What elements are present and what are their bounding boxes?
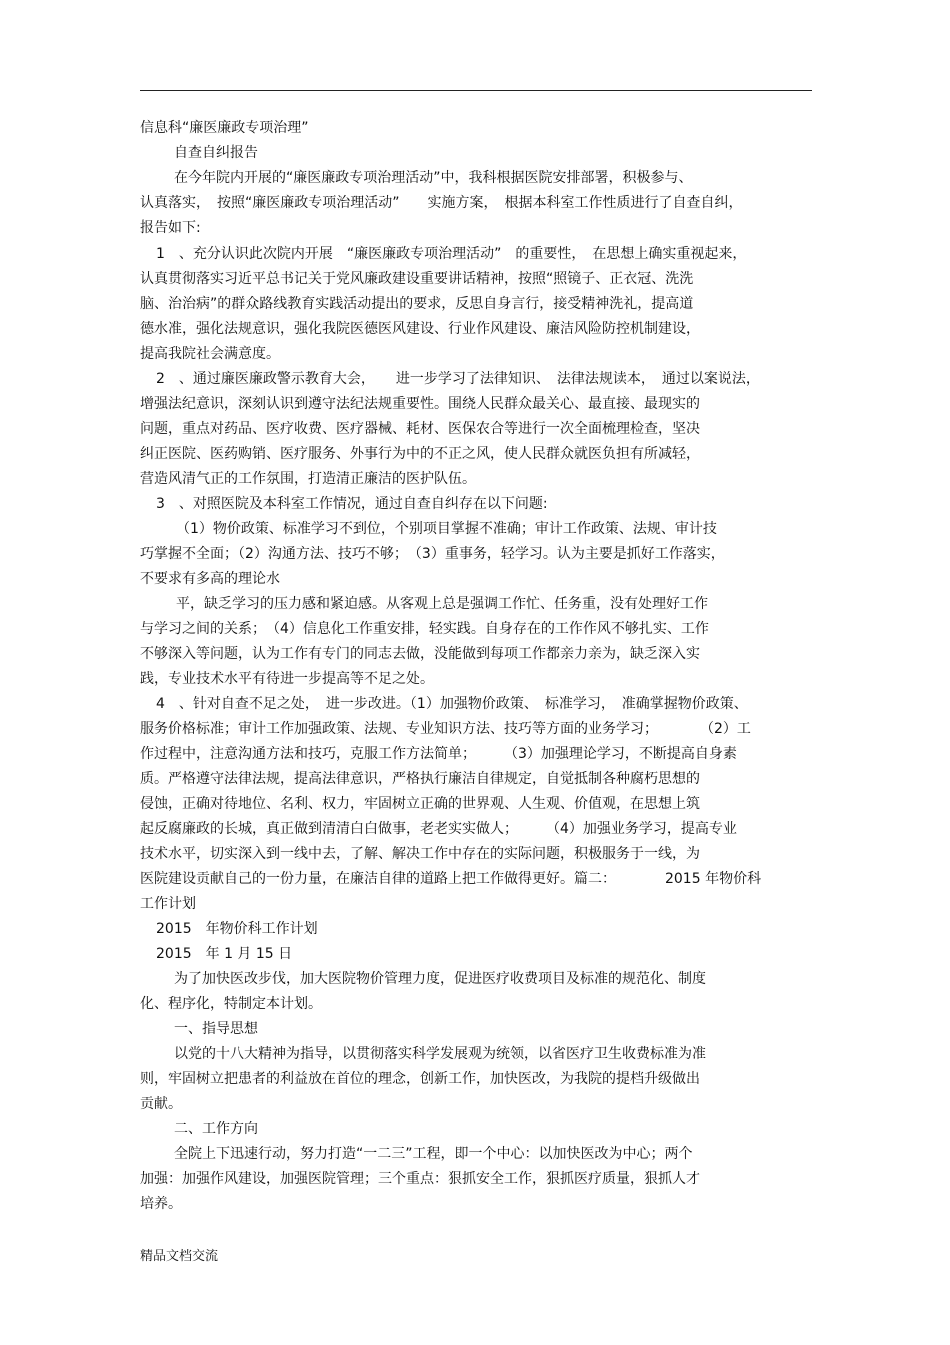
text-line: 认真贯彻落实习近平总书记关于党风廉政建设重要讲话精神，按照“照镜子、正衣冠、洗洗: [140, 271, 694, 287]
doc-subtitle: 自查自纠报告: [174, 145, 258, 161]
text-line: 为了加快医改步伐，加大医院物价管理力度，促进医疗收费项目及标准的规范化、制度: [174, 971, 706, 987]
text-line: 4 、针对自查不足之处， 进一步改进。（1）加强物价政策、 标准学习， 准确掌握物价政策、: [156, 696, 748, 712]
text-line: 起反腐廉政的长城，真正做到清清白白做事，老老实实做人； （4）加强业务学习，提高专业: [140, 821, 737, 837]
text-line: 以党的十八大精神为指导，以贯彻落实科学发展观为统领，以省医疗卫生收费标准为准: [174, 1046, 706, 1062]
page-footer: 精品文档交流: [140, 1249, 219, 1264]
text-line: 工作计划: [140, 896, 196, 912]
text-line: 培养。: [140, 1196, 182, 1212]
text-line: 3 、对照医院及本科室工作情况，通过自查自纠存在以下问题:: [156, 496, 548, 512]
text-line: 巧掌握不全面；（2）沟通方法、技巧不够； （3）重事务，轻学习。认为主要是抓好工作落实，: [140, 546, 725, 562]
section-heading: 2015 年物价科工作计划: [156, 921, 318, 937]
text-line: 营造风清气正的工作氛围，打造清正廉洁的医护队伍。: [140, 471, 476, 487]
section-heading: 二、工作方向: [174, 1121, 258, 1137]
text-line: 报告如下:: [140, 220, 201, 236]
text-line: 与学习之间的关系； （4）信息化工作重安排，轻实践。自身存在的工作作风不够扎实、工作: [140, 621, 709, 637]
text-line: 平，缺乏学习的压力感和紧迫感。从客观上总是强调工作忙、任务重，没有处理好工作: [176, 596, 708, 612]
text-line: 作过程中，注意沟通方法和技巧，克服工作方法简单； （3）加强理论学习，不断提高自身素: [140, 746, 737, 762]
text-line: 提高我院社会满意度。: [140, 346, 280, 362]
text-line: 贡献。: [140, 1096, 182, 1112]
text-line: 认真落实， 按照“廉医廉政专项治理活动” 实施方案， 根据本科室工作性质进行了自查自纠，: [140, 195, 743, 211]
text-line: 全院上下迅速行动，努力打造“一二三”工程，即一个中心：以加快医改为中心；两个: [174, 1146, 693, 1162]
text-line: 在今年院内开展的“廉医廉政专项治理活动”中，我科根据医院安排部署，积极参与、: [174, 170, 693, 186]
text-line: 问题，重点对药品、医疗收费、医疗器械、耗材、医保农合等进行一次全面梳理检查，坚决: [140, 421, 700, 437]
text-line: 脑、治治病”的群众路线教育实践活动提出的要求，反思自身言行，接受精神洗礼，提高道: [140, 296, 694, 312]
text-line: 加强：加强作风建设，加强医院管理；三个重点：狠抓安全工作，狠抓医疗质量，狠抓人才: [140, 1171, 700, 1187]
text-line: 纠正医院、医药购销、医疗服务、外事行为中的不正之风，使人民群众就医负担有所减轻，: [140, 446, 700, 462]
text-line: 服务价格标准；审计工作加强政策、法规、专业知识方法、技巧等方面的业务学习； （2）工: [140, 721, 751, 737]
text-line: 医院建设贡献自己的一份力量，在廉洁自律的道路上把工作做得更好。篇二： 2015 年物价科: [140, 871, 762, 887]
text-line: 德水准，强化法规意识，强化我院医德医风建设、行业作风建设、廉洁风险防控机制建设，: [140, 321, 700, 337]
text-line: 2 、通过廉医廉政警示教育大会， 进一步学习了法律知识、 法律法规读本， 通过以案说法，: [156, 371, 760, 387]
text-line: 增强法纪意识，深刻认识到遵守法纪法规重要性。围绕人民群众最关心、最直接、最现实的: [140, 396, 700, 412]
text-line: 侵蚀，正确对待地位、名利、权力，牢固树立正确的世界观、人生观、价值观，在思想上筑: [140, 796, 700, 812]
text-line: 不要求有多高的理论水: [140, 571, 280, 587]
date-line: 2015 年 1 月 15 日: [156, 946, 293, 962]
text-line: 不够深入等问题，认为工作有专门的同志去做，没能做到每项工作都亲力亲为，缺乏深入实: [140, 646, 700, 662]
text-line: （1）物价政策、标准学习不到位，个别项目掌握不准确；审计工作政策、法规、审计技: [176, 521, 717, 537]
text-line: 质。严格遵守法律法规，提高法律意识，严格执行廉洁自律规定，自觉抵制各种腐朽思想的: [140, 771, 700, 787]
text-line: 践，专业技术水平有待进一步提高等不足之处。: [140, 671, 434, 687]
text-line: 1 、充分认识此次院内开展 “廉医廉政专项治理活动” 的重要性， 在思想上确实重视起来，: [156, 246, 747, 262]
text-line: 技术水平，切实深入到一线中去，了解、解决工作中存在的实际问题，积极服务于一线，为: [140, 846, 700, 862]
section-heading: 一、指导思想: [174, 1021, 258, 1037]
doc-title: 信息科“廉医廉政专项治理”: [140, 120, 309, 136]
text-line: 则，牢固树立把患者的利益放在首位的理念，创新工作，加快医改，为我院的提档升级做出: [140, 1071, 700, 1087]
text-line: 化、程序化，特制定本计划。: [140, 996, 322, 1012]
